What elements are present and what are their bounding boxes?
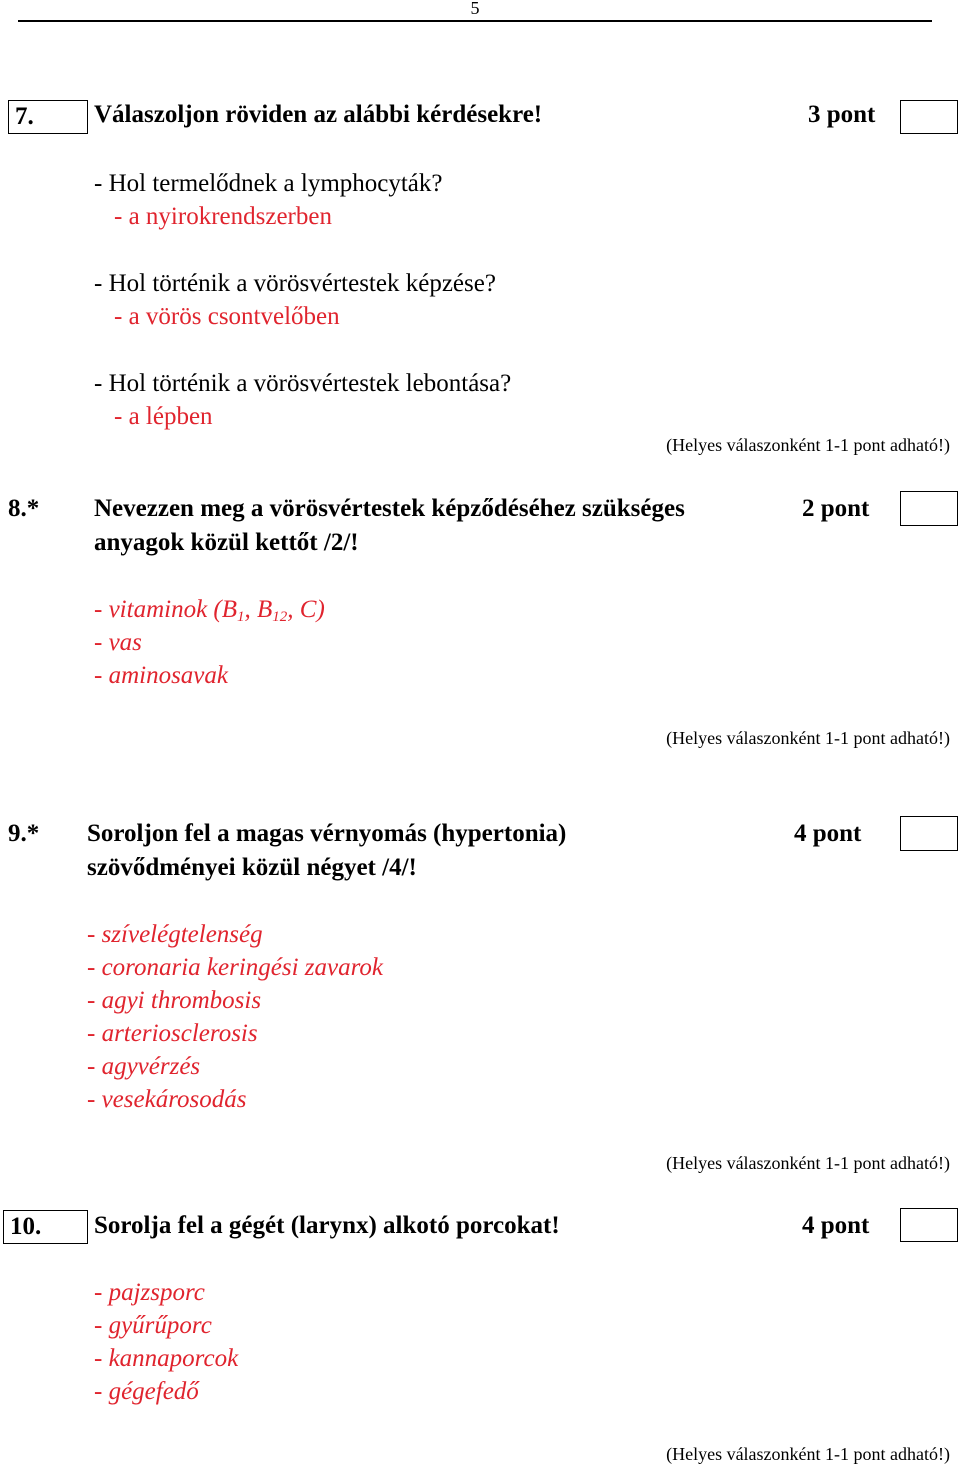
question-8-answer-2: - vas — [94, 629, 142, 656]
question-7-scoring-note: (Helyes válaszonként 1-1 pont adható!) — [666, 435, 950, 455]
page-number: 5 — [470, 0, 480, 18]
question-9-number: 9.* — [8, 820, 40, 847]
question-10-number-box — [3, 1210, 88, 1244]
question-10-answer-4: - gégefedő — [94, 1378, 199, 1405]
question-9-answer-1: - szívelégtelenség — [87, 921, 263, 948]
question-7-answer-1: - a nyirokrendszerben — [114, 203, 332, 230]
question-8-points: 2 pont — [802, 495, 870, 522]
question-7-title: Válaszoljon röviden az alábbi kérdésekre! — [94, 101, 543, 128]
question-7-points: 3 pont — [808, 101, 876, 128]
question-8-answer-3: - aminosavak — [94, 662, 228, 689]
question-7-answer-2: - a vörös csontvelőben — [114, 303, 340, 330]
question-7-number: 7. — [15, 103, 34, 130]
question-8-answer-1: - vitaminok ($B_1$, $B_{12}$, C) — [94, 596, 325, 625]
question-10-score-box[interactable] — [900, 1208, 958, 1242]
question-8-score-box[interactable] — [900, 491, 958, 526]
question-9-score-box[interactable] — [900, 816, 958, 851]
question-10-answer-3: - kannaporcok — [94, 1345, 239, 1372]
question-9-answer-6: - vesekárosodás — [87, 1086, 247, 1113]
question-9-scoring-note: (Helyes válaszonként 1-1 pont adható!) — [666, 1153, 950, 1173]
question-10-points: 4 pont — [802, 1212, 870, 1239]
question-9-answer-3: - agyi thrombosis — [87, 987, 262, 1014]
question-7-answer-3: - a lépben — [114, 403, 213, 430]
question-8-number: 8.* — [8, 495, 40, 522]
question-9-title-line-2: szövődményei közül négyet /4/! — [87, 854, 417, 881]
question-7-score-box[interactable] — [900, 100, 958, 134]
question-7-item-2: - Hol történik a vörösvértestek képzése? — [94, 270, 496, 297]
question-10-answer-1: - pajzsporc — [94, 1279, 205, 1306]
question-8-title-line-1: Nevezzen meg a vörösvértestek képződéséhez szükséges — [94, 495, 685, 522]
question-8-title-line-2: anyagok közül kettőt /2/! — [94, 529, 359, 556]
question-10-title: Sorolja fel a gégét (larynx) alkotó porcokat! — [94, 1212, 560, 1239]
question-10-answer-2: - gyűrűporc — [94, 1312, 212, 1339]
question-7-item-3: - Hol történik a vörösvértestek lebontása? — [94, 370, 512, 397]
question-8-scoring-note: (Helyes válaszonként 1-1 pont adható!) — [666, 728, 950, 748]
question-7-number-box — [8, 100, 88, 134]
question-9-title-line-1: Soroljon fel a magas vérnyomás (hypertonia) — [87, 820, 567, 847]
header-rule — [18, 20, 932, 22]
question-9-answer-4: - arteriosclerosis — [87, 1020, 258, 1047]
question-9-points: 4 pont — [794, 820, 862, 847]
question-9-answer-5: - agyvérzés — [87, 1053, 201, 1080]
question-9-answer-2: - coronaria keringési zavarok — [87, 954, 384, 981]
question-10-scoring-note: (Helyes válaszonként 1-1 pont adható!) — [666, 1444, 950, 1464]
question-10-number: 10. — [10, 1213, 42, 1240]
question-7-item-1: - Hol termelődnek a lymphocyták? — [94, 170, 443, 197]
